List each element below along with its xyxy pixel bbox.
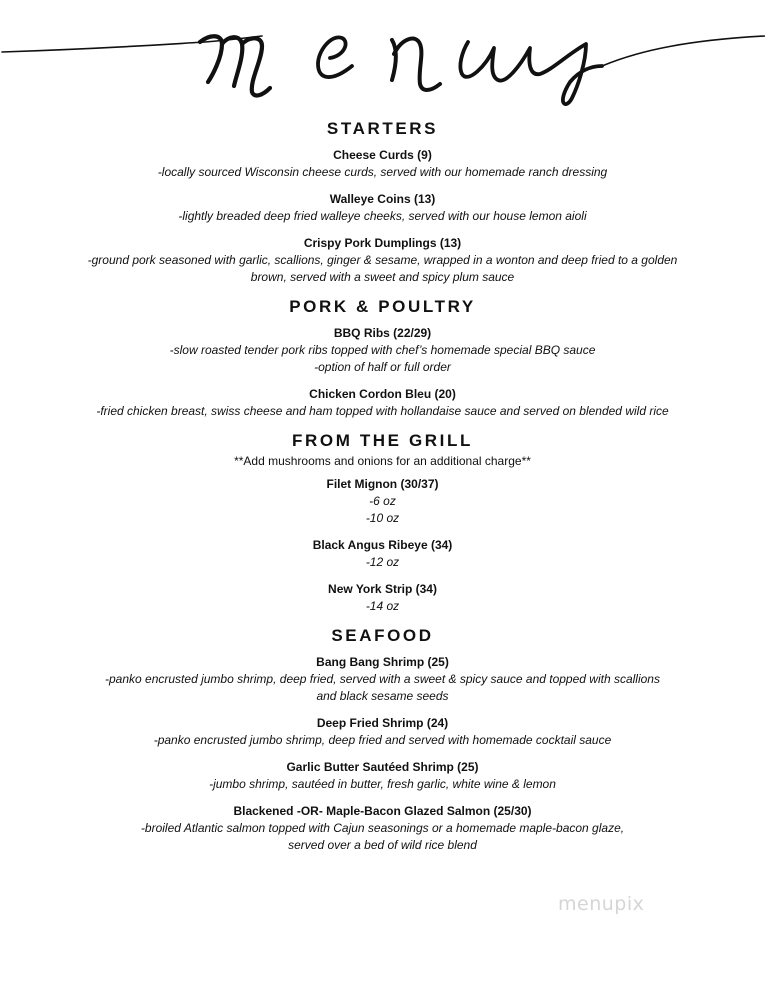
item-description: brown, served with a sweet and spicy plum sauce bbox=[250, 270, 515, 284]
item-description: -locally sourced Wisconsin cheese curds, served with our homemade ranch dressing bbox=[157, 165, 608, 179]
menu-item bbox=[0, 759, 765, 793]
menu-item bbox=[0, 476, 765, 527]
section-heading: SEAFOOD bbox=[331, 626, 434, 645]
item-name: BBQ Ribs (22/29) bbox=[333, 326, 432, 340]
section-seafood bbox=[0, 625, 765, 854]
section-heading: PORK & POULTRY bbox=[289, 297, 476, 316]
menu-item bbox=[0, 715, 765, 749]
section-from-the-grill bbox=[0, 430, 765, 615]
item-name: New York Strip (34) bbox=[328, 582, 437, 596]
menu-item bbox=[0, 386, 765, 420]
item-description: -6 oz bbox=[369, 494, 396, 508]
item-description: -10 oz bbox=[365, 511, 400, 525]
section-heading: FROM THE GRILL bbox=[292, 431, 473, 450]
section-starters bbox=[0, 118, 765, 286]
item-description: -option of half or full order bbox=[314, 360, 451, 374]
menu-item bbox=[0, 191, 765, 225]
item-description: -panko encrusted jumbo shrimp, deep fried, served with a sweet & spicy sauce and topped with scallions bbox=[105, 672, 660, 686]
item-description: -jumbo shrimp, sautéed in butter, fresh garlic, white wine & lemon bbox=[209, 777, 556, 791]
item-name: Crispy Pork Dumplings (13) bbox=[303, 236, 462, 250]
item-name: Bang Bang Shrimp (25) bbox=[316, 655, 449, 669]
menu-item bbox=[0, 803, 765, 854]
watermark: menupix bbox=[558, 893, 645, 915]
item-name: Chicken Cordon Bleu (20) bbox=[309, 387, 456, 401]
item-name: Filet Mignon (30/37) bbox=[326, 477, 439, 491]
item-name: Deep Fried Shrimp (24) bbox=[316, 716, 449, 730]
item-name: Black Angus Ribeye (34) bbox=[312, 538, 453, 552]
menu-item bbox=[0, 581, 765, 615]
item-description: and black sesame seeds bbox=[316, 689, 449, 703]
item-description: -broiled Atlantic salmon topped with Cajun seasonings or a homemade maple-bacon glaze, bbox=[140, 821, 625, 835]
item-description: -slow roasted tender pork ribs topped with chef’s homemade special BBQ sauce bbox=[169, 343, 596, 357]
section-heading: STARTERS bbox=[326, 119, 439, 138]
item-name: Garlic Butter Sautéed Shrimp (25) bbox=[286, 760, 479, 774]
menu-item bbox=[0, 325, 765, 376]
item-description: -14 oz bbox=[365, 599, 400, 613]
section-pork-poultry bbox=[0, 296, 765, 420]
item-description: -lightly breaded deep fried walleye cheeks, served with our house lemon aioli bbox=[178, 209, 587, 223]
item-description: -fried chicken breast, swiss cheese and ham topped with hollandaise sauce and served on blended wild rice bbox=[96, 404, 669, 418]
menu-item bbox=[0, 235, 765, 286]
item-name: Walleye Coins (13) bbox=[329, 192, 436, 206]
item-name: Blackened -OR- Maple-Bacon Glazed Salmon (25/30) bbox=[233, 804, 532, 818]
menu-item bbox=[0, 537, 765, 571]
menu-item bbox=[0, 147, 765, 181]
menu-header bbox=[0, 0, 765, 112]
item-name: Cheese Curds (9) bbox=[333, 148, 432, 162]
menu-script-logo bbox=[0, 0, 765, 112]
section-note: **Add mushrooms and onions for an additional charge** bbox=[234, 454, 531, 468]
menu-content bbox=[0, 118, 765, 864]
item-description: -ground pork seasoned with garlic, scallions, ginger & sesame, wrapped in a wonton and deep fried to a golden bbox=[87, 253, 678, 267]
item-description: served over a bed of wild rice blend bbox=[288, 838, 477, 852]
item-description: -12 oz bbox=[365, 555, 400, 569]
item-description: -panko encrusted jumbo shrimp, deep fried and served with homemade cocktail sauce bbox=[153, 733, 612, 747]
menu-item bbox=[0, 654, 765, 705]
